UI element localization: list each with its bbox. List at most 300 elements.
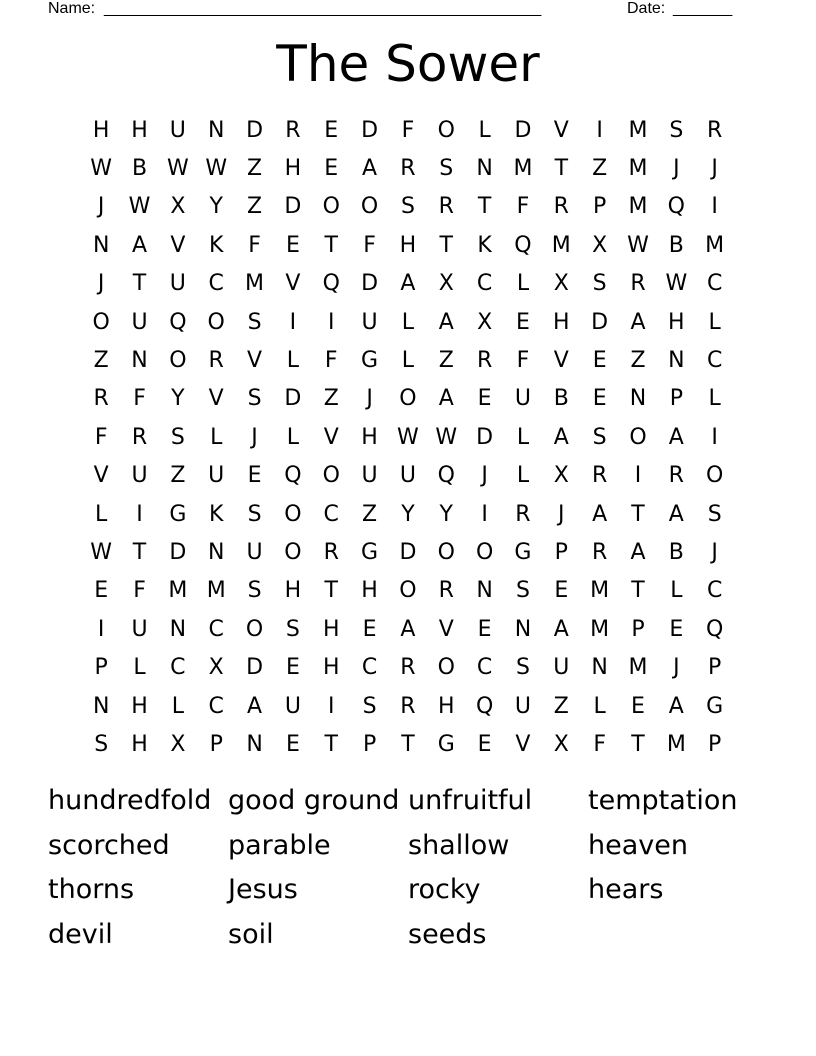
grid-letter: F: [516, 194, 530, 220]
grid-letter: S: [94, 731, 109, 757]
grid-letter: Z: [247, 156, 263, 182]
grid-letter: A: [553, 424, 569, 450]
grid-letter: B: [668, 232, 684, 258]
grid-letter: N: [476, 156, 493, 182]
grid-letter: V: [438, 616, 454, 642]
grid-letter: D: [246, 117, 264, 143]
grid-letter: E: [285, 232, 300, 258]
grid-letter: R: [285, 117, 301, 143]
grid-letter: A: [400, 616, 416, 642]
grid-letter: K: [477, 232, 492, 258]
grid-row: [82, 572, 734, 610]
grid-letter: T: [554, 156, 569, 182]
grid-letter: L: [401, 309, 415, 335]
date-blank-line: _______: [673, 0, 732, 17]
grid-letter: S: [707, 501, 722, 527]
grid-letter: Y: [209, 194, 223, 220]
word-list-item: thorns: [48, 874, 135, 906]
grid-letter: L: [286, 424, 300, 450]
grid-letter: L: [210, 424, 223, 450]
grid-letter: U: [131, 616, 148, 642]
grid-letter: L: [133, 655, 146, 681]
grid-letter: U: [131, 463, 148, 489]
grid-letter: U: [284, 693, 301, 719]
grid-letter: A: [668, 424, 684, 450]
letter-grid: [82, 111, 734, 764]
grid-letter: I: [289, 309, 297, 335]
grid-letter: T: [631, 578, 645, 604]
grid-row: [82, 725, 734, 763]
grid-letter: A: [438, 386, 454, 412]
grid-letter: P: [554, 539, 568, 565]
grid-letter: F: [363, 232, 376, 258]
grid-letter: H: [668, 309, 685, 335]
grid-letter: O: [169, 348, 187, 374]
grid-letter: R: [553, 194, 569, 220]
grid-letter: E: [592, 348, 607, 374]
grid-letter: U: [514, 386, 531, 412]
grid-letter: J: [711, 539, 718, 565]
grid-letter: M: [628, 117, 648, 143]
grid-letter: J: [673, 156, 680, 182]
word-list-item: soil: [228, 918, 274, 950]
word-list-item: hundredfold: [48, 784, 212, 816]
grid-letter: I: [97, 616, 105, 642]
grid-letter: N: [169, 616, 187, 642]
grid-letter: N: [668, 348, 685, 374]
grid-letter: R: [400, 693, 416, 719]
grid-letter: J: [366, 386, 373, 412]
grid-letter: U: [169, 117, 186, 143]
word-list-item: rocky: [408, 874, 481, 906]
grid-letter: J: [97, 271, 105, 297]
grid-row: [82, 303, 734, 341]
grid-letter: Q: [667, 194, 685, 220]
grid-letter: A: [592, 501, 608, 527]
grid-letter: R: [400, 655, 416, 681]
grid-row: [82, 457, 734, 495]
grid-letter: T: [324, 232, 338, 258]
grid-letter: M: [666, 731, 686, 757]
grid-letter: S: [515, 655, 530, 681]
grid-letter: O: [207, 309, 225, 335]
grid-letter: T: [401, 731, 415, 757]
grid-letter: Z: [362, 501, 378, 527]
grid-letter: W: [128, 194, 151, 220]
grid-letter: I: [634, 463, 642, 489]
grid-letter: S: [247, 501, 262, 527]
grid-letter: A: [553, 616, 569, 642]
grid-row: [82, 341, 734, 379]
grid-letter: E: [94, 578, 109, 604]
grid-letter: P: [209, 731, 223, 757]
grid-letter: P: [362, 731, 377, 757]
grid-letter: O: [437, 539, 455, 565]
grid-letter: E: [247, 463, 262, 489]
grid-letter: I: [711, 194, 718, 220]
grid-letter: D: [399, 539, 417, 565]
grid-letter: J: [711, 156, 718, 182]
grid-row: [82, 418, 734, 456]
grid-letter: M: [628, 156, 648, 182]
grid-letter: D: [361, 117, 379, 143]
grid-letter: X: [477, 309, 493, 335]
grid-letter: F: [516, 348, 530, 374]
grid-letter: J: [673, 655, 680, 681]
grid-letter: R: [323, 539, 339, 565]
grid-letter: L: [708, 386, 721, 412]
grid-letter: U: [246, 539, 263, 565]
grid-letter: L: [171, 693, 184, 719]
grid-letter: X: [208, 655, 224, 681]
grid-letter: V: [515, 731, 531, 757]
grid-letter: Q: [437, 463, 455, 489]
grid-letter: N: [207, 539, 225, 565]
grid-letter: P: [94, 655, 108, 681]
grid-letter: R: [591, 539, 608, 565]
grid-letter: R: [476, 348, 493, 374]
grid-letter: M: [206, 578, 226, 604]
grid-letter: L: [708, 309, 721, 335]
grid-letter: W: [166, 156, 189, 182]
grid-row: [82, 687, 734, 725]
grid-letter: M: [628, 194, 648, 220]
grid-letter: I: [136, 501, 143, 527]
grid-letter: Q: [169, 309, 187, 335]
grid-letter: D: [284, 194, 302, 220]
grid-letter: Y: [439, 501, 453, 527]
grid-letter: L: [286, 348, 300, 374]
grid-letter: R: [400, 156, 416, 182]
grid-letter: A: [131, 232, 148, 258]
grid-letter: Z: [247, 194, 263, 220]
grid-letter: N: [476, 578, 493, 604]
grid-letter: O: [284, 539, 302, 565]
grid-letter: P: [669, 386, 683, 412]
grid-letter: X: [553, 463, 569, 489]
grid-letter: X: [170, 194, 186, 220]
name-blank-line: ____________________________________________________: [104, 0, 541, 17]
grid-letter: S: [285, 616, 300, 642]
grid-letter: T: [439, 232, 453, 258]
grid-letter: D: [169, 539, 187, 565]
grid-letter: V: [208, 386, 224, 412]
grid-letter: R: [630, 271, 646, 297]
grid-letter: U: [553, 655, 570, 681]
grid-letter: J: [558, 501, 565, 527]
grid-letter: W: [90, 539, 113, 565]
grid-letter: E: [516, 309, 530, 335]
page-title: The Sower: [276, 35, 540, 93]
grid-letter: R: [131, 424, 148, 450]
grid-letter: C: [706, 271, 723, 297]
grid-letter: I: [481, 501, 488, 527]
grid-letter: D: [476, 424, 494, 450]
grid-letter: Q: [514, 232, 532, 258]
grid-letter: M: [590, 616, 610, 642]
grid-letter: S: [669, 117, 684, 143]
grid-letter: O: [437, 117, 455, 143]
grid-letter: G: [514, 539, 532, 565]
grid-letter: W: [397, 424, 419, 450]
grid-row: [82, 495, 734, 533]
grid-letter: N: [629, 386, 647, 412]
grid-letter: K: [208, 232, 224, 258]
grid-letter: S: [515, 578, 530, 604]
word-list-row: [48, 867, 768, 912]
grid-letter: Z: [438, 348, 454, 374]
grid-letter: N: [514, 616, 532, 642]
grid-letter: H: [361, 424, 378, 450]
grid-letter: T: [477, 194, 492, 220]
word-list-item: heaven: [588, 829, 688, 861]
grid-letter: E: [477, 616, 492, 642]
grid-letter: H: [553, 309, 570, 335]
grid-letter: M: [513, 156, 533, 182]
grid-letter: N: [246, 731, 263, 757]
grid-letter: A: [668, 693, 684, 719]
grid-letter: N: [92, 693, 110, 719]
grid-letter: P: [631, 616, 645, 642]
grid-letter: A: [630, 539, 646, 565]
grid-letter: R: [93, 386, 109, 412]
grid-row: [82, 265, 734, 303]
grid-letter: C: [476, 655, 493, 681]
grid-letter: V: [553, 117, 569, 143]
grid-letter: R: [438, 578, 454, 604]
grid-letter: H: [131, 731, 148, 757]
grid-letter: O: [360, 194, 379, 220]
grid-letter: O: [399, 578, 417, 604]
word-list-item: good ground: [228, 784, 400, 816]
grid-letter: W: [90, 156, 113, 182]
grid-letter: T: [132, 539, 147, 565]
grid-letter: E: [592, 386, 607, 412]
word-list-item: scorched: [48, 829, 170, 861]
grid-letter: E: [362, 616, 377, 642]
grid-letter: R: [438, 194, 454, 220]
grid-row: [82, 149, 734, 187]
grid-letter: E: [631, 693, 645, 719]
grid-letter: V: [323, 424, 339, 450]
grid-letter: I: [327, 693, 335, 719]
grid-letter: D: [361, 271, 379, 297]
grid-letter: I: [596, 117, 603, 143]
word-list-row: [48, 778, 768, 823]
grid-letter: V: [93, 463, 109, 489]
grid-letter: V: [170, 232, 186, 258]
grid-letter: C: [706, 348, 723, 374]
grid-letter: L: [516, 424, 530, 450]
grid-letter: F: [133, 386, 146, 412]
grid-letter: Z: [170, 463, 186, 489]
grid-letter: Z: [630, 348, 646, 374]
grid-letter: X: [592, 232, 608, 258]
grid-letter: L: [516, 271, 530, 297]
grid-letter: Z: [323, 386, 339, 412]
grid-letter: S: [592, 424, 607, 450]
grid-letter: W: [435, 424, 458, 450]
grid-letter: T: [631, 501, 645, 527]
grid-letter: S: [362, 693, 377, 719]
grid-letter: H: [322, 616, 340, 642]
grid-row: [82, 648, 734, 686]
grid-row: [82, 111, 734, 149]
grid-letter: L: [516, 463, 530, 489]
grid-letter: Q: [475, 693, 494, 719]
grid-letter: F: [324, 348, 338, 374]
grid-letter: T: [324, 578, 338, 604]
grid-letter: E: [324, 117, 339, 143]
grid-letter: T: [324, 731, 338, 757]
grid-letter: S: [247, 309, 262, 335]
word-list-item: parable: [228, 829, 331, 861]
grid-letter: J: [251, 424, 258, 450]
grid-letter: R: [668, 463, 684, 489]
grid-letter: U: [208, 463, 225, 489]
grid-letter: O: [475, 539, 494, 565]
grid-letter: H: [284, 156, 302, 182]
grid-letter: H: [284, 578, 302, 604]
grid-letter: O: [245, 616, 264, 642]
grid-letter: H: [92, 117, 110, 143]
grid-letter: Z: [592, 156, 608, 182]
grid-letter: M: [551, 232, 571, 258]
grid-letter: Q: [322, 271, 340, 297]
grid-letter: H: [361, 578, 378, 604]
grid-letter: F: [133, 578, 146, 604]
grid-letter: B: [131, 156, 148, 182]
worksheet-header: [48, 0, 748, 20]
grid-letter: O: [629, 424, 647, 450]
grid-letter: L: [401, 348, 415, 374]
grid-letter: O: [92, 309, 110, 335]
grid-letter: U: [361, 463, 378, 489]
grid-letter: F: [94, 424, 108, 450]
grid-letter: M: [245, 271, 265, 297]
grid-letter: A: [668, 501, 684, 527]
grid-letter: S: [592, 271, 607, 297]
grid-letter: E: [285, 731, 300, 757]
grid-letter: R: [208, 348, 224, 374]
grid-letter: D: [284, 386, 302, 412]
grid-letter: G: [361, 539, 379, 565]
grid-letter: O: [284, 501, 302, 527]
word-list-row: [48, 912, 768, 957]
grid-letter: I: [327, 309, 335, 335]
grid-letter: X: [553, 271, 569, 297]
grid-letter: Y: [401, 501, 415, 527]
grid-letter: V: [285, 271, 301, 297]
grid-letter: W: [665, 271, 688, 297]
word-list-item: shallow: [408, 829, 510, 861]
grid-letter: O: [322, 194, 340, 220]
word-list-item: unfruitful: [408, 784, 533, 816]
grid-letter: N: [591, 655, 608, 681]
grid-letter: L: [478, 117, 491, 143]
grid-letter: E: [669, 616, 684, 642]
grid-letter: S: [400, 194, 415, 220]
grid-letter: H: [399, 232, 417, 258]
grid-letter: P: [708, 655, 722, 681]
grid-letter: A: [247, 693, 263, 719]
grid-letter: G: [437, 731, 455, 757]
grid-letter: G: [361, 348, 379, 374]
grid-letter: F: [248, 232, 261, 258]
grid-letter: O: [322, 463, 340, 489]
grid-letter: M: [168, 578, 188, 604]
grid-letter: C: [208, 271, 224, 297]
grid-letter: S: [247, 578, 262, 604]
grid-letter: D: [514, 117, 532, 143]
word-list-item: devil: [48, 918, 113, 950]
grid-letter: O: [399, 386, 417, 412]
grid-letter: M: [628, 655, 648, 681]
grid-letter: Z: [93, 348, 109, 374]
grid-letter: R: [707, 117, 723, 143]
grid-letter: T: [132, 271, 147, 297]
grid-letter: G: [706, 693, 724, 719]
word-list-item: hears: [588, 874, 664, 906]
word-list-row: [48, 823, 768, 868]
grid-letter: P: [708, 731, 722, 757]
grid-letter: C: [706, 578, 723, 604]
grid-letter: C: [476, 271, 493, 297]
grid-letter: N: [92, 232, 110, 258]
grid-letter: U: [131, 309, 148, 335]
grid-letter: J: [97, 194, 105, 220]
grid-letter: D: [591, 309, 609, 335]
grid-letter: B: [553, 386, 569, 412]
grid-letter: O: [437, 655, 455, 681]
grid-letter: S: [247, 386, 262, 412]
word-list-item: temptation: [588, 784, 738, 816]
grid-letter: S: [439, 156, 454, 182]
grid-letter: I: [711, 424, 718, 450]
grid-letter: S: [170, 424, 185, 450]
grid-letter: B: [668, 539, 684, 565]
grid-row: [82, 533, 734, 571]
grid-letter: N: [207, 117, 225, 143]
grid-row: [82, 188, 734, 226]
grid-letter: E: [285, 655, 300, 681]
date-label: Date:: [627, 0, 666, 17]
grid-letter: W: [205, 156, 228, 182]
grid-letter: E: [477, 386, 492, 412]
word-list-item: seeds: [408, 918, 487, 950]
grid-letter: Q: [284, 463, 302, 489]
grid-letter: U: [514, 693, 531, 719]
grid-letter: Y: [171, 386, 185, 412]
grid-letter: Q: [706, 616, 724, 642]
grid-letter: L: [670, 578, 683, 604]
grid-row: [82, 610, 734, 648]
word-list-item: Jesus: [228, 874, 298, 906]
grid-letter: G: [169, 501, 187, 527]
grid-letter: F: [401, 117, 415, 143]
grid-row: [82, 226, 734, 264]
grid-letter: X: [553, 731, 569, 757]
grid-letter: U: [169, 271, 186, 297]
grid-letter: X: [170, 731, 186, 757]
word-list: [48, 778, 768, 957]
grid-letter: A: [400, 271, 416, 297]
grid-letter: N: [131, 348, 148, 374]
grid-letter: E: [554, 578, 569, 604]
grid-letter: Z: [553, 693, 569, 719]
grid-letter: U: [361, 309, 378, 335]
grid-letter: W: [627, 232, 649, 258]
